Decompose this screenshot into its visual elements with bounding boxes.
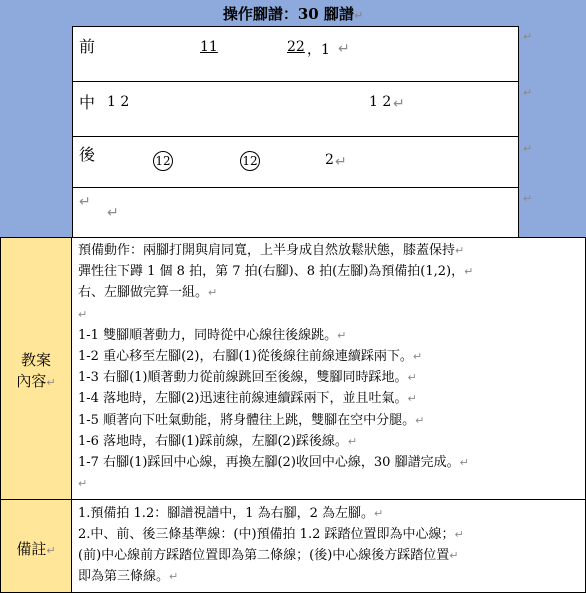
- lesson-label-line: 教案: [20, 351, 51, 369]
- back-step-a: [153, 151, 173, 171]
- paragraph-mark-icon: ↵: [393, 96, 405, 112]
- paragraph-mark-icon: ↵: [407, 392, 417, 406]
- notes-label-cell: [0, 499, 72, 593]
- circled-step: 12: [240, 151, 260, 171]
- paragraph-mark-icon: ↵: [347, 434, 358, 448]
- lesson-line: 1-4 落地時，左腳(2)迅速往前線連續踩兩下，並且吐氣。↵: [78, 391, 417, 407]
- lesson-line: 1-6 落地時，右腳(1)踩前線，左腳(2)踩後線。↵: [78, 433, 358, 449]
- paragraph-mark-icon: ↵: [459, 456, 469, 470]
- paragraph-mark-icon: ↵: [107, 205, 119, 221]
- paragraph-mark-icon: ↵: [338, 41, 350, 57]
- cell-end-mark-icon: ↵: [523, 142, 533, 155]
- cell-end-mark-icon: ↵: [523, 192, 533, 205]
- title-text: 操作腳譜：30 腳譜: [222, 5, 354, 23]
- paragraph-mark-icon: ↵: [455, 244, 465, 257]
- notes-label: 備註↵: [16, 540, 56, 558]
- circled-step: 12: [153, 151, 173, 171]
- front-line-label: 前: [79, 37, 96, 56]
- paragraph-mark-icon: ↵: [464, 265, 474, 279]
- paragraph-mark-icon: ↵: [335, 154, 347, 170]
- lesson-label-cell: [0, 237, 72, 500]
- pattern-row-middle: [72, 81, 519, 137]
- paragraph-mark-icon: ↵: [412, 350, 423, 364]
- front-step-c: ，1: [307, 42, 330, 58]
- pattern-row-back: [72, 136, 519, 188]
- lesson-line: 1-5 順著向下吐氣動能，將身體往上跳，雙腳在空中分腿。↵: [78, 412, 425, 428]
- paragraph-mark-icon: ↵: [79, 194, 91, 210]
- notes-line: 即為第三條線。↵: [78, 569, 179, 584]
- lesson-line: 預備動作：兩腳打開與肩同寬，上半身成自然放鬆狀態，膝蓋保持↵: [78, 243, 465, 258]
- lesson-line: 彈性往下蹲 1 個 8 拍，第 7 拍(右腳)、8 拍(左腳)為預備拍(1,2)，↵: [78, 264, 474, 280]
- middle-step-b: 1 2: [369, 94, 392, 110]
- paragraph-mark-icon: ↵: [407, 371, 417, 385]
- lesson-line: 1-7 右腳(1)踩回中心線，再換左腳(2)收回中心線，30 腳譜完成。↵: [78, 455, 469, 471]
- back-step-c: 2: [325, 152, 334, 168]
- pattern-row-empty: [72, 187, 519, 238]
- notes-line: 2.中、前、後三條基準線：(中)預備拍 1.2 踩踏位置即為中心線；↵: [78, 527, 464, 542]
- paragraph-mark-icon: ↵: [374, 507, 384, 520]
- back-step-b: [240, 151, 260, 171]
- lesson-content-cell: [71, 237, 586, 500]
- paragraph-mark-icon: ↵: [78, 477, 88, 491]
- front-step-b: 22: [287, 39, 305, 55]
- notes-content: [78, 503, 581, 587]
- cell-end-mark-icon: ↵: [523, 86, 533, 99]
- lesson-line: 1-2 重心移至左腳(2)，右腳(1)從後線往前線連續踩兩下。↵: [78, 349, 423, 365]
- middle-step-a: 1 2: [107, 94, 130, 110]
- paragraph-mark-icon: ↵: [353, 9, 364, 22]
- lesson-content: [78, 240, 581, 494]
- front-step-a: 11: [200, 39, 218, 55]
- lesson-label: [1, 349, 71, 391]
- notes-line: (前)中心線前方踩踏位置即為第二條線；(後)中心線後方踩踏位置↵: [78, 548, 459, 563]
- page-title: [0, 3, 586, 24]
- paragraph-mark-icon: ↵: [169, 570, 179, 583]
- paragraph-mark-icon: ↵: [415, 413, 425, 427]
- pattern-row-front: [72, 26, 519, 82]
- middle-line-label: 中: [79, 93, 96, 112]
- lesson-line: [78, 473, 581, 494]
- lesson-line: 右、左腳做完算一組。↵: [78, 285, 218, 301]
- notes-content-cell: [71, 499, 586, 593]
- lesson-line: [78, 304, 581, 325]
- notes-line: 1.預備拍 1.2：腳譜視譜中，1 為右腳，2 為左腳。↵: [78, 506, 384, 521]
- paragraph-mark-icon: ↵: [78, 307, 88, 321]
- back-line-label: 後: [79, 145, 96, 164]
- lesson-line: 1-3 右腳(1)順著動力從前線跳回至後線，雙腳同時踩地。↵: [78, 370, 417, 386]
- title-row: [0, 0, 586, 26]
- lesson-label-line: 內容↵: [16, 372, 56, 390]
- cell-end-mark-icon: ↵: [523, 30, 533, 43]
- paragraph-mark-icon: ↵: [449, 549, 459, 562]
- paragraph-mark-icon: ↵: [208, 286, 218, 300]
- paragraph-mark-icon: ↵: [454, 528, 464, 541]
- lesson-line: 1-1 雙腳順著動力，同時從中心線往後線跳。↵: [78, 327, 347, 343]
- paragraph-mark-icon: ↵: [337, 328, 347, 342]
